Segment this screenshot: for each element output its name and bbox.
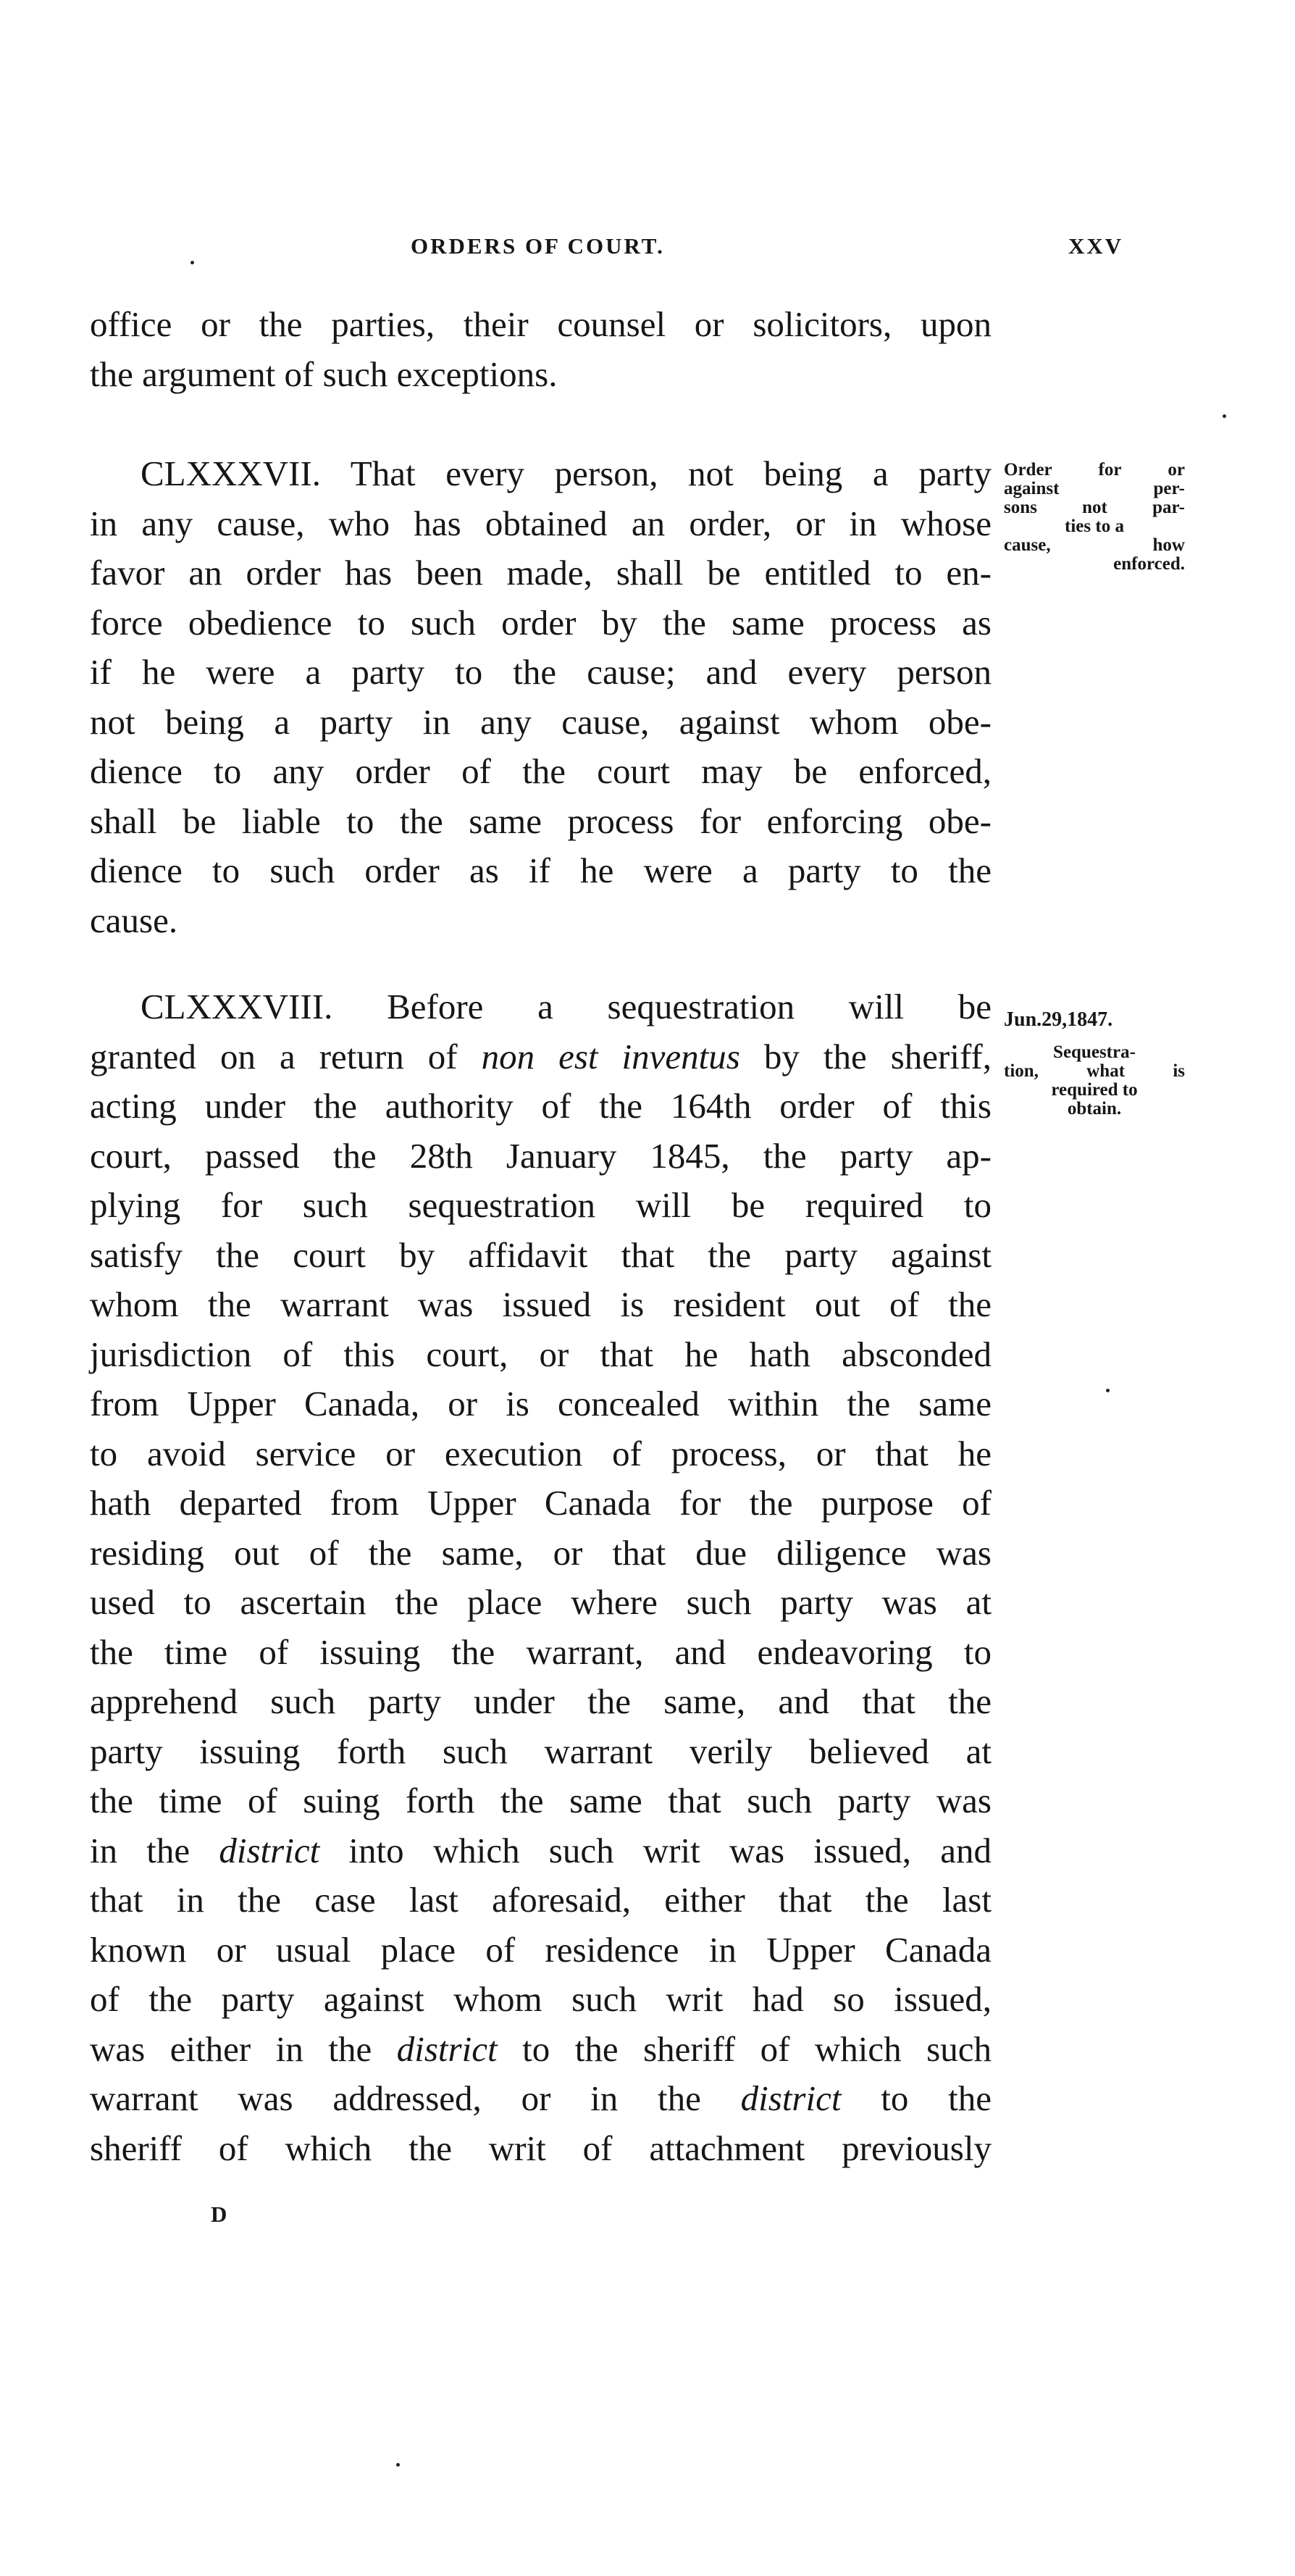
text-line: known or usual place of residence in Upper Canada — [90, 1929, 992, 1970]
margin-note-line: cause, how — [1004, 535, 1185, 555]
text-line — [90, 2074, 992, 2124]
text-line: party issuing forth such warrant verily believed at — [90, 1731, 992, 1771]
italic-term: district — [219, 1830, 320, 1870]
text-run: to the sheriff of which such — [497, 2028, 992, 2069]
text-line: favor an order has been made, shall be entitled to en- — [90, 553, 992, 593]
text-run: into which such writ was issued, and — [319, 1830, 992, 1870]
text-line: plying for such sequestration will be required to — [90, 1185, 992, 1225]
text-run: to the — [841, 2078, 992, 2118]
text-line: jurisdiction of this court, or that he hath absconded — [90, 1334, 992, 1374]
text-line: the time of suing forth the same that such party was — [90, 1781, 992, 1820]
text-line: CLXXXVIII. Before a sequestration will be — [141, 987, 992, 1026]
text-run: by the sheriff, — [739, 1036, 992, 1076]
print-speck — [190, 261, 194, 264]
text-line: satisfy the court by affidavit that the party against — [90, 1234, 992, 1275]
italic-term: district — [396, 2028, 498, 2069]
margin-note-clxxxvii — [1004, 461, 1185, 574]
text-run: was either in the — [90, 2028, 397, 2069]
text-line: the time of issuing the warrant, and endeavoring to — [90, 1631, 992, 1672]
signature-mark: D — [211, 2201, 227, 2227]
text-line: dience to any order of the court may be enforced, — [90, 751, 992, 791]
running-header — [87, 233, 1159, 269]
text-line: shall be liable to the same process for enforcing obe- — [90, 800, 992, 841]
margin-date: Jun.29,1847. — [1004, 1008, 1113, 1031]
paragraph-clxxxviii — [90, 982, 992, 2173]
margin-note-line: Order for or — [1004, 460, 1185, 480]
text-line: to avoid service or execution of process, or that he — [90, 1433, 992, 1473]
text-run: granted on a return of — [90, 1036, 482, 1076]
text-line: force obedience to such order by the same process as — [90, 602, 992, 643]
text-line: not being a party in any cause, against whom obe- — [90, 701, 992, 742]
margin-note-line: against per- — [1004, 479, 1185, 498]
text-line: sheriff of which the writ of attachment previously — [90, 2128, 992, 2168]
margin-note-line: Sequestra- — [1053, 1042, 1136, 1062]
text-line: hath departed from Upper Canada for the purpose of — [90, 1483, 992, 1523]
italic-term: non est inventus — [481, 1036, 740, 1076]
text-line — [90, 1826, 992, 1876]
margin-note-line: tion, what is — [1004, 1061, 1185, 1081]
text-line: used to ascertain the place where such party was at — [90, 1582, 992, 1622]
text-line: court, passed the 28th January 1845, the party ap- — [90, 1135, 992, 1176]
text-line: of the party against whom such writ had so issued, — [90, 1979, 992, 2019]
margin-note-line: obtain. — [1067, 1099, 1122, 1118]
print-speck — [1223, 414, 1226, 418]
margin-note-line: required to — [1051, 1080, 1138, 1100]
paragraph-clxxxvii — [90, 449, 992, 945]
print-speck — [1106, 1389, 1110, 1392]
text-line — [90, 2025, 992, 2075]
margin-note-line: ties to a — [1065, 517, 1124, 536]
margin-note-line: sons not par- — [1004, 498, 1185, 517]
text-line: if he were a party to the cause; and every person — [90, 652, 992, 692]
text-line: the argument of such exceptions. — [90, 354, 558, 394]
text-line: that in the case last aforesaid, either that the last — [90, 1880, 992, 1920]
text-line: office or the parties, their counsel or solicitors, upon — [90, 304, 992, 344]
text-line: cause. — [90, 900, 178, 940]
text-line: dience to such order as if he were a party to the — [90, 850, 992, 890]
text-line: apprehend such party under the same, and that the — [90, 1681, 992, 1721]
text-line: residing out of the same, or that due diligence was — [90, 1532, 992, 1573]
text-line: in any cause, who has obtained an order, or in whose — [90, 503, 992, 543]
margin-note-clxxxviii — [1004, 1043, 1185, 1118]
text-line: from Upper Canada, or is concealed within the same — [90, 1384, 992, 1423]
continuation-text — [90, 300, 992, 399]
page-number: XXV — [1068, 233, 1124, 259]
text-line: acting under the authority of the 164th order of this — [90, 1086, 992, 1126]
text-run: in the — [90, 1830, 219, 1870]
margin-note-line: enforced. — [1113, 554, 1185, 574]
running-title: ORDERS OF COURT. — [411, 233, 665, 259]
italic-term: district — [740, 2078, 842, 2118]
print-speck — [396, 2463, 400, 2467]
text-run: warrant was addressed, or in the — [90, 2078, 741, 2118]
text-line — [90, 1032, 992, 1082]
text-line: whom the warrant was issued is resident out of the — [90, 1284, 992, 1324]
text-line: CLXXXVII. That every person, not being a party — [141, 453, 992, 493]
